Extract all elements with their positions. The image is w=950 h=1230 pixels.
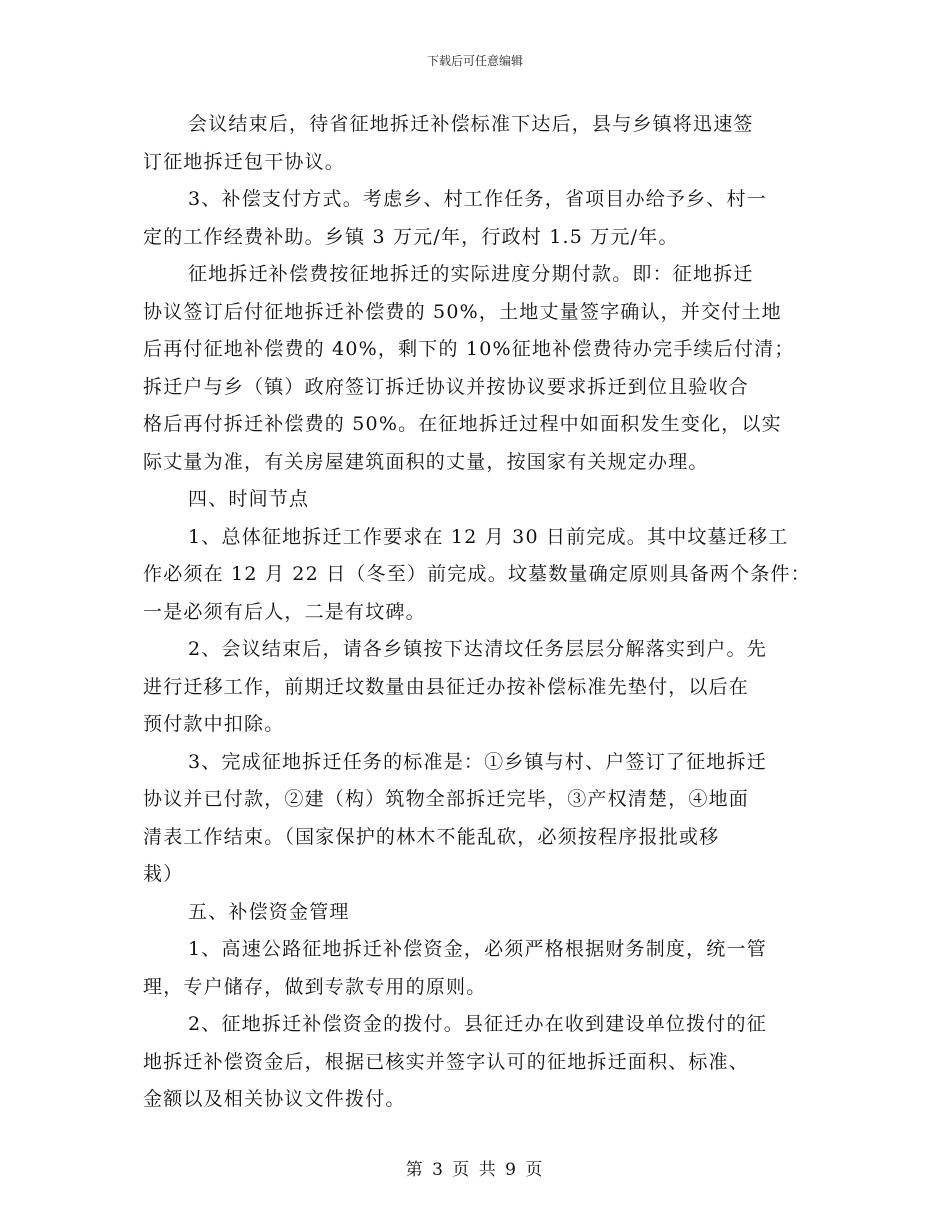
- section-heading: [143, 481, 813, 519]
- paragraph: [143, 931, 813, 1006]
- text-line: 会议结束后，待省征地拆迁补偿标准下达后，县与乡镇将迅速签: [188, 113, 754, 135]
- text-line: 1、总体征地拆迁工作要求在 12 月 30 日前完成。其中坟墓迁移工: [188, 525, 789, 548]
- paragraph: [143, 519, 813, 632]
- text-line: 金额以及相关协议文件拨付。: [143, 1088, 406, 1110]
- paragraph: [143, 181, 813, 256]
- paragraph: [143, 256, 813, 481]
- paragraph: [143, 106, 813, 181]
- text-line: 协议签订后付征地拆迁补偿费的 50%，土地丈量签字确认，并交付土地: [143, 300, 782, 323]
- text-line: 四、时间节点: [188, 488, 310, 510]
- text-line: 栽）: [143, 863, 184, 885]
- text-line: 2、会议结束后，请各乡镇按下达清坟任务层层分解落实到户。先: [188, 638, 767, 660]
- text-line: 定的工作经费补助。乡镇 3 万元/年，行政村 1.5 万元/年。: [143, 225, 679, 248]
- paragraph: [143, 631, 813, 744]
- text-line: 征地拆迁补偿费按征地拆迁的实际进度分期付款。即：征地拆迁: [188, 263, 754, 285]
- text-line: 格后再付拆迁补偿费的 50%。在征地拆迁过程中如面积发生变化，以实: [143, 413, 782, 435]
- text-line: 3、补偿支付方式。考虑乡、村工作任务，省项目办给予乡、村一: [188, 188, 767, 210]
- page-header-note: 下载后可任意编辑: [426, 54, 523, 68]
- text-line: 1、高速公路征地拆迁补偿资金，必须严格根据财务制度，统一管: [188, 938, 767, 960]
- text-line: 作必须在 12 月 22 日（冬至）前完成。坟墓数量确定原则具备两个条件：: [143, 563, 811, 585]
- text-line: 后再付征地补偿费的 40%，剩下的 10%征地补偿费待办完手续后付清；: [143, 338, 795, 360]
- text-line: 际丈量为准，有关房屋建筑面积的丈量，按国家有关规定办理。: [143, 450, 709, 473]
- text-line: 五、补偿资金管理: [188, 900, 350, 923]
- text-line: 清表工作结束。（国家保护的林木不能乱砍，必须按程序报批或移: [143, 825, 720, 848]
- paragraph: [143, 1006, 813, 1119]
- text-line: 协议并已付款，②建（构）筑物全部拆迁完毕，③产权清楚，④地面: [143, 788, 750, 810]
- text-line: 进行迁移工作，前期迁坟数量由县征迁办按补偿标准先垫付，以后在: [143, 675, 750, 698]
- text-line: 理，专户储存，做到专款专用的原则。: [143, 975, 487, 998]
- text-line: 3、完成征地拆迁任务的标准是：①乡镇与村、户签订了征地拆迁: [188, 750, 767, 773]
- text-line: 预付款中扣除。: [143, 713, 285, 735]
- paragraph: [143, 744, 813, 894]
- section-heading: [143, 894, 813, 932]
- document-body: [143, 106, 813, 1119]
- page-number-footer: 第 3 页 共 9 页: [405, 1160, 545, 1180]
- text-line: 2、征地拆迁补偿资金的拨付。县征迁办在收到建设单位拨付的征: [188, 1013, 767, 1035]
- text-line: 一是必须有后人，二是有坟碑。: [143, 600, 426, 623]
- text-line: 拆迁户与乡（镇）政府签订拆迁协议并按协议要求拆迁到位且验收合: [143, 375, 750, 398]
- text-line: 订征地拆迁包干协议。: [143, 150, 346, 173]
- text-line: 地拆迁补偿资金后，根据已核实并签字认可的征地拆迁面积、标准、: [143, 1050, 750, 1073]
